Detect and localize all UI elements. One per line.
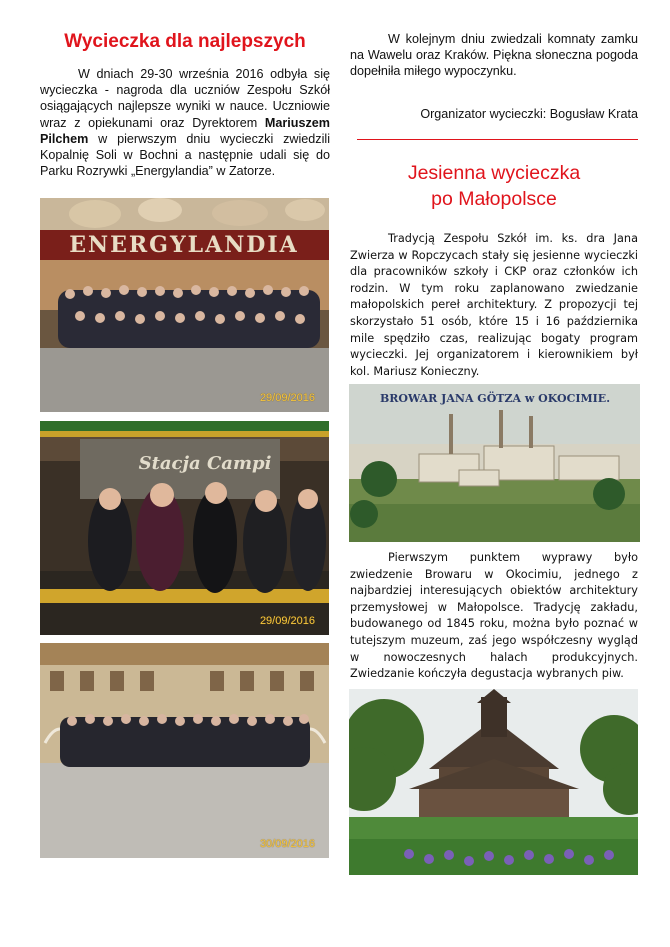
energylandia-sign: ENERGYLANDIA [69, 232, 299, 258]
article-paragraph [40, 66, 330, 179]
photo-wawel-courtyard [40, 643, 329, 858]
photo-wooden-church [349, 689, 638, 875]
article-paragraph: Tradycją Zespołu Szkół im. ks. dra Jana Zwierza w Ropczycach stały się jesienne wycieczki dla pracowników szkoły i CKP oraz członków ich rodzin. W tym roku zaplanowano zwiedzanie małopolskich pereł architektury. Z propozycji tej skorzystało 51 osób, które 15 i 16 października mile spędziło czas, realizując bogaty program wycieczki. Jej organizatorem i kierownikiem był kol. Mariusz Konieczny. [350, 232, 638, 378]
photo-date-stamp: 29/09/2016 [259, 615, 315, 627]
painting-caption: BROWAR JANA GÖTZA w OKOCIMIE. [379, 392, 611, 405]
title-line: Jesienna wycieczka [407, 162, 581, 184]
director-name: Mariuszem Pilchem [40, 115, 330, 146]
article-title: Wycieczka dla najlepszych [64, 31, 306, 52]
title-line: po Małopolsce [431, 188, 557, 210]
article-title [350, 160, 638, 212]
article-paragraph-continued: W kolejnym dniu zwiedzali komnaty zamku na Wawelu oraz Kraków. Piękna słoneczna pogoda dopełniła miłego wypoczynku. [350, 32, 638, 79]
article-paragraph: Pierwszym punktem wyprawy było zwiedzenie Browaru w Okocimiu, jednego z najbardziej interesujących obiektów architektury przemysłowej w Małopolsce. Tradycję zakładu, budowanego od 1845 roku, można było poznać w tutejszym muzeum, zaś jego współczesny wygląd w nowoczesnych halach produkcyjnych. Zwiedzanie kończyła degustacja wybranych piw. [350, 551, 638, 681]
photo-date-stamp: 30/09/2016 [259, 838, 315, 850]
photo-energylandia [40, 198, 329, 412]
section-divider [357, 139, 638, 140]
photo-brewery-painting [349, 384, 640, 542]
organizer-line: Organizator wycieczki: Bogusław Krata [420, 107, 638, 121]
paragraph-text: W dniach 29-30 września 2016 odbyła się wycieczka - nagroda dla uczniów Zespołu Szkół osiągających najlepsze wyniki w nauce. Uczniowie wraz z opiekunami oraz Dyrektorem [40, 67, 330, 130]
stacja-campi-sign: Stacja Campi [138, 453, 272, 474]
paragraph-text-end: w pierwszym dniu wycieczki zwiedzili Kopalnię Soli w Bochni a następnie udali się do Parku Rozrywki „Energylandia” w Zatorze. [40, 131, 330, 179]
photo-salt-mine [40, 421, 329, 635]
photo-date-stamp: 29/09/2016 [259, 392, 315, 404]
